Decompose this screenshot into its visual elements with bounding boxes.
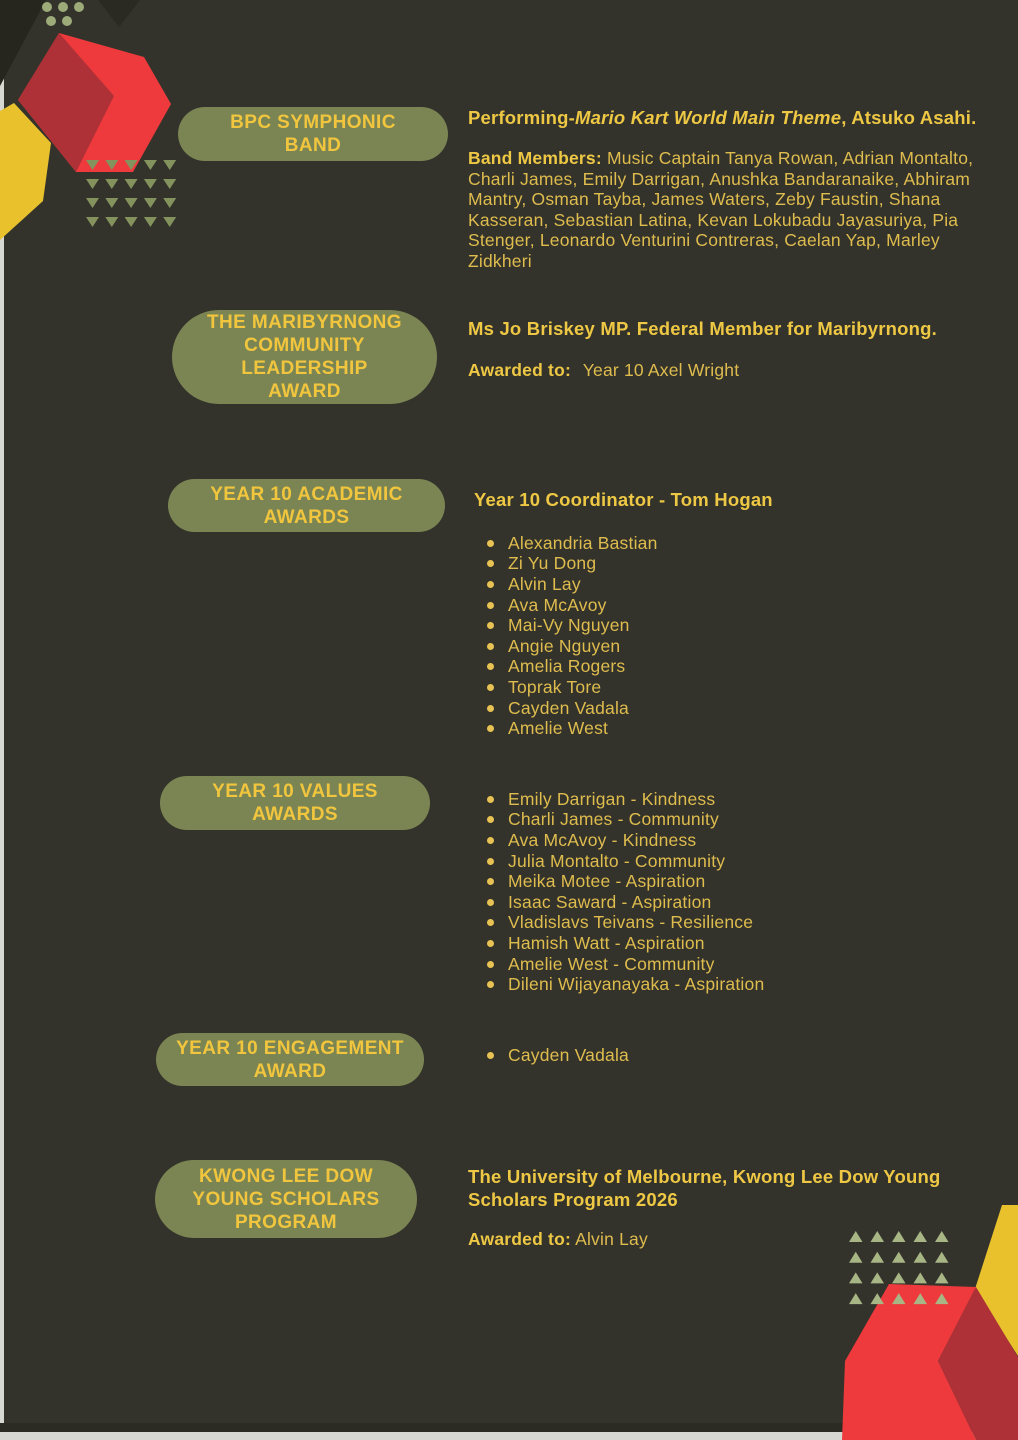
bullet-icon: [487, 622, 494, 629]
triangle-down-icon: [86, 217, 99, 227]
list-item: [481, 810, 764, 831]
badge-bpc-symphonic-band: [178, 107, 448, 161]
list-item: [481, 554, 658, 575]
triangle-down-icon: [105, 198, 118, 208]
performing-label: Performing-: [468, 107, 576, 128]
bullet-icon: [487, 705, 494, 712]
badge-line: AWARD: [253, 1060, 327, 1082]
bullet-icon: [487, 981, 494, 988]
triangle-down-icon: [163, 198, 176, 208]
recipient-name: Charli James - Community: [508, 809, 719, 830]
recipient-name: Angie Nguyen: [508, 635, 621, 656]
recipient-name: Mai-Vy Nguyen: [508, 615, 630, 636]
badge-line: YEAR 10 VALUES: [212, 781, 378, 802]
recipient-name: Zi Yu Dong: [508, 553, 597, 574]
badge-engagement-award: [156, 1033, 424, 1086]
badge-line: COMMUNITY: [244, 335, 365, 356]
badge-line: YEAR 10 ENGAGEMENT: [176, 1037, 404, 1059]
recipient-name: Ava McAvoy: [508, 594, 607, 615]
list-item: [481, 615, 658, 636]
bullet-icon: [487, 560, 494, 567]
bullet-icon: [487, 684, 494, 691]
triangle-up-icon: [892, 1252, 906, 1263]
badge-line: AWARDS: [252, 804, 338, 825]
academic-recipients-list: [481, 533, 658, 739]
triangle-down-icon: [144, 198, 157, 208]
performing-piece-title: Mario Kart World Main Theme: [575, 107, 842, 128]
bullet-icon: [487, 899, 494, 906]
list-item: [481, 574, 658, 595]
recipient-name: Emily Darrigan - Kindness: [508, 788, 716, 809]
awarded-to-value: Alvin Lay: [571, 1229, 648, 1249]
badge-line: PROGRAM: [234, 1211, 338, 1233]
list-item: [481, 871, 764, 892]
triangle-up-icon: [914, 1252, 928, 1263]
bullet-icon: [487, 540, 494, 547]
triangle-down-icon: [125, 198, 138, 208]
list-item: [481, 974, 764, 995]
awarded-to-label: Awarded to:: [468, 1229, 571, 1249]
list-item: [481, 789, 764, 810]
triangle-down-icon: [105, 179, 118, 189]
badge-values-awards: [160, 776, 430, 830]
recipient-name: Amelie West: [508, 718, 609, 739]
recipient-name: Julia Montalto - Community: [508, 850, 726, 871]
bullet-icon: [487, 581, 494, 588]
list-item: [481, 933, 764, 954]
triangle-down-icon: [144, 179, 157, 189]
list-item: [481, 851, 764, 872]
bullet-icon: [487, 940, 494, 947]
triangle-up-icon: [892, 1272, 906, 1283]
list-item: [481, 892, 764, 913]
performing-composer: , Atsuko Asahi.: [841, 107, 977, 128]
recipient-name: Cayden Vadala: [508, 697, 629, 718]
badge-line: AWARDS: [263, 506, 350, 528]
badge-leadership-award: [172, 310, 437, 404]
triangle-down-icon: [86, 179, 99, 189]
recipient-name: Vladislavs Teivans - Resilience: [508, 912, 754, 933]
recipient-name: Hamish Watt - Aspiration: [508, 932, 705, 953]
triangle-down-icon: [163, 179, 176, 189]
list-item: [481, 698, 658, 719]
badge-line: YOUNG SCHOLARS: [192, 1188, 380, 1210]
band-members-label: Band Members:: [468, 148, 602, 168]
recipient-name: Cayden Vadala: [508, 1044, 629, 1065]
badge-line: AWARD: [268, 381, 341, 402]
band-members-names: Music Captain Tanya Rowan, Adrian Montalto, Charli James, Emily Darrigan, Anushka Bandaranaike, Abhiram Mantry, Osman Tayba, James Waters, Zeby Faustin, Shana Kasseran, Sebastian Latina, Kevan Lokubadu Jayasuriya, Pia Stenger, Leonardo Venturini Contreras, Caelan Yap, Marley Zidkheri: [468, 148, 974, 271]
bullet-icon: [487, 643, 494, 650]
badge-line: YEAR 10 ACADEMIC: [210, 483, 403, 505]
badge-line: BPC SYMPHONIC: [230, 112, 396, 133]
badge-kwong-lee-dow: [155, 1160, 417, 1238]
bullet-icon: [487, 725, 494, 732]
bullet-icon: [487, 878, 494, 885]
leadership-awarded-line: [468, 360, 988, 381]
recipient-name: Amelia Rogers: [508, 656, 626, 677]
list-item: [481, 595, 658, 616]
kwong-awarded-line: [468, 1229, 988, 1250]
list-item: [481, 913, 764, 934]
awarded-to-value: Year 10 Axel Wright: [578, 360, 740, 380]
triangle-down-icon: [144, 217, 157, 227]
triangle-up-icon: [935, 1272, 949, 1283]
recipient-name: Alvin Lay: [508, 573, 581, 594]
engagement-recipients-list: [481, 1045, 629, 1066]
list-item: [481, 657, 658, 678]
triangle-up-icon: [914, 1272, 928, 1283]
bullet-icon: [487, 663, 494, 670]
triangle-up-icon: [871, 1272, 885, 1283]
list-item: [481, 636, 658, 657]
triangle-down-icon: [163, 160, 176, 170]
band-performing-heading: [468, 107, 976, 130]
triangle-down-icon: [105, 217, 118, 227]
list-item: [481, 677, 658, 698]
bullet-icon: [487, 858, 494, 865]
top-dark-triangle: [98, 0, 140, 27]
recipient-name: Toprak Tore: [508, 676, 602, 697]
badge-line: LEADERSHIP: [241, 358, 368, 379]
triangle-down-icon: [86, 198, 99, 208]
bullet-icon: [487, 602, 494, 609]
badge-line: KWONG LEE DOW: [198, 1165, 374, 1187]
academic-coordinator: Year 10 Coordinator - Tom Hogan: [474, 489, 773, 510]
bullet-icon: [487, 837, 494, 844]
recipient-name: Ava McAvoy - Kindness: [508, 829, 697, 850]
badge-line: THE MARIBYRNONG: [207, 312, 402, 333]
recipient-name: Alexandria Bastian: [508, 532, 658, 553]
band-members-paragraph: [468, 148, 985, 272]
list-item: [481, 830, 764, 851]
kwong-heading: The University of Melbourne, Kwong Lee Dow Young Scholars Program 2026: [468, 1166, 941, 1210]
list-item: [481, 533, 658, 554]
triangle-up-icon: [935, 1252, 949, 1263]
triangle-down-icon: [144, 160, 157, 170]
list-item: [481, 954, 764, 975]
badge-academic-awards: [168, 479, 445, 532]
recipient-name: Dileni Wijayanayaka - Aspiration: [508, 974, 765, 995]
leadership-presenter: Ms Jo Briskey MP. Federal Member for Maribyrnong.: [468, 318, 938, 339]
triangle-down-icon: [125, 217, 138, 227]
badge-line: BAND: [284, 135, 342, 156]
triangle-up-icon: [871, 1252, 885, 1263]
triangle-down-icon: [125, 179, 138, 189]
bullet-icon: [487, 919, 494, 926]
bullet-icon: [487, 796, 494, 803]
values-recipients-list: [481, 789, 764, 995]
triangle-down-icon: [163, 217, 176, 227]
recipient-name: Isaac Saward - Aspiration: [508, 891, 712, 912]
dot-cluster: [42, 2, 84, 26]
recipient-name: Amelie West - Community: [508, 953, 715, 974]
recipient-name: Meika Motee - Aspiration: [508, 871, 706, 892]
triangle-up-icon: [849, 1293, 863, 1304]
bullet-icon: [487, 816, 494, 823]
triangle-up-icon: [849, 1272, 863, 1283]
bullet-icon: [487, 961, 494, 968]
list-item: [481, 1045, 629, 1066]
bullet-icon: [487, 1052, 494, 1059]
awarded-to-label: Awarded to:: [468, 360, 571, 380]
triangle-up-icon: [849, 1252, 863, 1263]
list-item: [481, 718, 658, 739]
